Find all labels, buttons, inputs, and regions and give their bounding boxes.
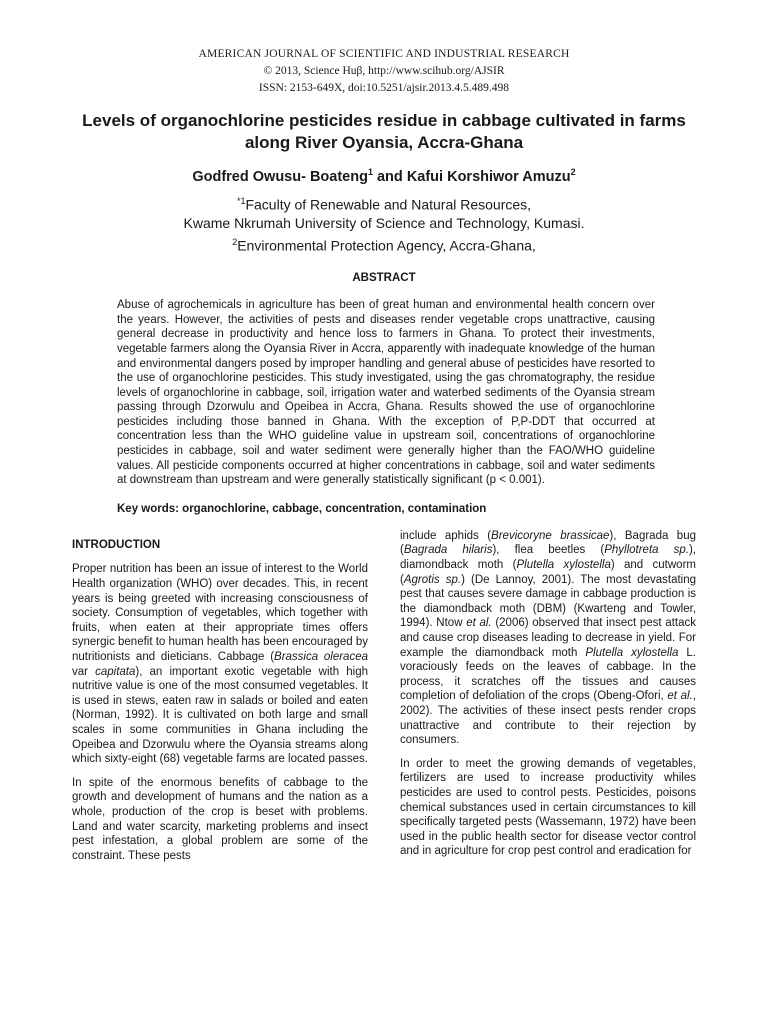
affiliation-2 — [72, 233, 696, 256]
citation-etal: et al. — [667, 690, 693, 703]
intro-paragraph-3 — [400, 529, 696, 748]
species-name: Agrotis sp. — [403, 573, 462, 586]
abstract-heading: ABSTRACT — [352, 272, 416, 285]
affiliation-1-text: Faculty of Renewable and Natural Resources, — [245, 196, 532, 213]
intro-paragraph-1 — [72, 562, 368, 766]
author-conjunction: and — [372, 168, 407, 185]
affiliation-1-mark: *1 — [236, 195, 246, 206]
text-span: var — [72, 665, 96, 678]
author-1: Godfred Owusu- Boateng — [192, 168, 368, 185]
journal-copyright: © 2013, Science Huβ, http://www.scihub.org/AJSIR — [263, 65, 505, 77]
text-span: , 2002). The activities of these insect pests render crops unattractive and contribute to their rejection by consumers. — [400, 690, 696, 747]
text-span: ), an important exotic vegetable with high nutritive value is one of the most consumed vegetables. It is used in stews, eaten raw in salads or boiled and eaten (Norman, 1992). It is cultivated on both large and small scales in some communities in Ghana including the Opeibea and Dzorwulu where the Oyansia streams along which sixty-eight (68) vegetable farms are located passes. — [72, 665, 368, 766]
author-list — [72, 162, 696, 187]
species-name: Brevicoryne brassicae — [491, 529, 610, 542]
body-columns — [72, 529, 696, 872]
keywords: Key words: organochlorine, cabbage, concentration, contamination — [117, 502, 487, 515]
left-column — [72, 529, 368, 872]
affiliation-1 — [72, 192, 696, 215]
species-name: capitata — [95, 665, 136, 678]
intro-paragraph-2: In spite of the enormous benefits of cabbage to the growth and development of humans and the nation as a whole, production of the crop is beset with problems. Land and water scarcity, marketing problems and insect pest infestation, a global problem are some of the constraint. These pests — [72, 776, 368, 862]
paper-title: Levels of organochlorine pesticides residue in cabbage cultivated in farms along River Oyansia, Accra-Ghana — [82, 111, 686, 152]
journal-header — [72, 0, 696, 97]
abstract-text: Abuse of agrochemicals in agriculture has been of great human and environmental health concern over the years. However, the activities of pests and diseases render vegetable crops unattractive, causing general decrease in productivity and hence loss to farmers in Ghana. To protect their investments, vegetable farmers along the Oyansia River in Accra, apparently with inadequate knowledge of the human and environmental dangers posed by improper handling and general abuse of pesticides have resorted to the use of organochlorine pesticides. This study investigated, using the gas chromatography, the residue levels of organochlorine in cabbage, soil, irrigation water and waterbed sediments of the Oyansia stream passing through Dzorwulu and Opeibea in Accra, Ghana. Results showed the use of organochlorine pesticides including those banned in Ghana. With the exception of P,P-DDT that occurred at concentration less than the WHO guideline value in upstream soil, concentrations of organochlorine pesticides in cabbage, soil and water sediment were generally higher than the FAO/WHO guideline values. All pesticide components occurred at higher concentrations in cabbage, soil and water sediments at downstream than upstream and were generally statistically significant (p < 0.001). — [117, 299, 655, 487]
intro-paragraph-4: In order to meet the growing demands of vegetables, fertilizers are used to increase productivity whiles pesticides are used to control pests. Pesticides, poisons chemical substances used in certain circumstances to kill specifically targeted pests (Wassemann, 1972) have been used in the public health sector for disease vector control and in agriculture for crop pest control and eradication for — [400, 757, 696, 858]
citation-etal: et al. — [466, 617, 492, 630]
species-name: Brassica oleracea — [274, 651, 368, 664]
right-column — [400, 529, 696, 872]
species-name: Phyllotreta sp. — [604, 544, 689, 557]
text-span: ) and cutworm ( — [400, 559, 696, 586]
text-span: ) (De Lannoy, 2001). The most devastating pest that causes severe damage in cabbage production is the diamondback moth (DBM) (Kwarteng and Towler, 1994). Ntow — [400, 573, 697, 630]
author-1-mark: 1 — [367, 167, 373, 177]
species-name: Plutella xylostella — [585, 646, 679, 659]
species-name: Plutella xylostella — [516, 559, 611, 572]
text-span: Proper nutrition has been an issue of interest to the World Health organization (WHO) over decades. This, in recent years is being greeted with increasing consciousness of society. Consumption of vegetables, which together with fruits, when eaten at their appropriate times offers synergic benefit to human health has been encouraged by nutritionists and dieticians. Cabbage ( — [72, 563, 369, 664]
text-span: include aphids ( — [400, 529, 492, 542]
affiliation-1-institution: Kwame Nkrumah University of Science and Technology, Kumasi. — [183, 215, 585, 232]
affiliations — [72, 192, 696, 256]
author-2: Kafui Korshiwor Amuzu — [406, 168, 571, 185]
affiliation-2-mark: 2 — [232, 237, 238, 248]
journal-name: AMERICAN JOURNAL OF SCIENTIFIC AND INDUSTRIAL RESEARCH — [198, 48, 570, 60]
introduction-heading: INTRODUCTION — [72, 538, 161, 551]
species-name: Bagrada hilaris — [403, 544, 493, 557]
affiliation-2-text: Environmental Protection Agency, Accra-Ghana, — [237, 238, 536, 255]
text-span: (2006) observed that insect pest attack and cause crop diseases leading to decrease in yield. For example the diamondback moth — [400, 617, 696, 659]
text-span: L. voraciously feeds on the leaves of cabbage. In the process, it scratches off the tissues and causes completion of defoliation of the crops (Obeng-Ofori, — [400, 646, 696, 703]
text-span: ), flea beetles ( — [492, 544, 605, 557]
journal-issn: ISSN: 2153-649X, doi:10.5251/ajsir.2013.4.5.489.498 — [258, 82, 510, 94]
text-span: ), Bagrada bug ( — [400, 529, 696, 557]
text-span: ), diamondback moth ( — [400, 544, 696, 572]
author-2-mark: 2 — [570, 167, 576, 177]
